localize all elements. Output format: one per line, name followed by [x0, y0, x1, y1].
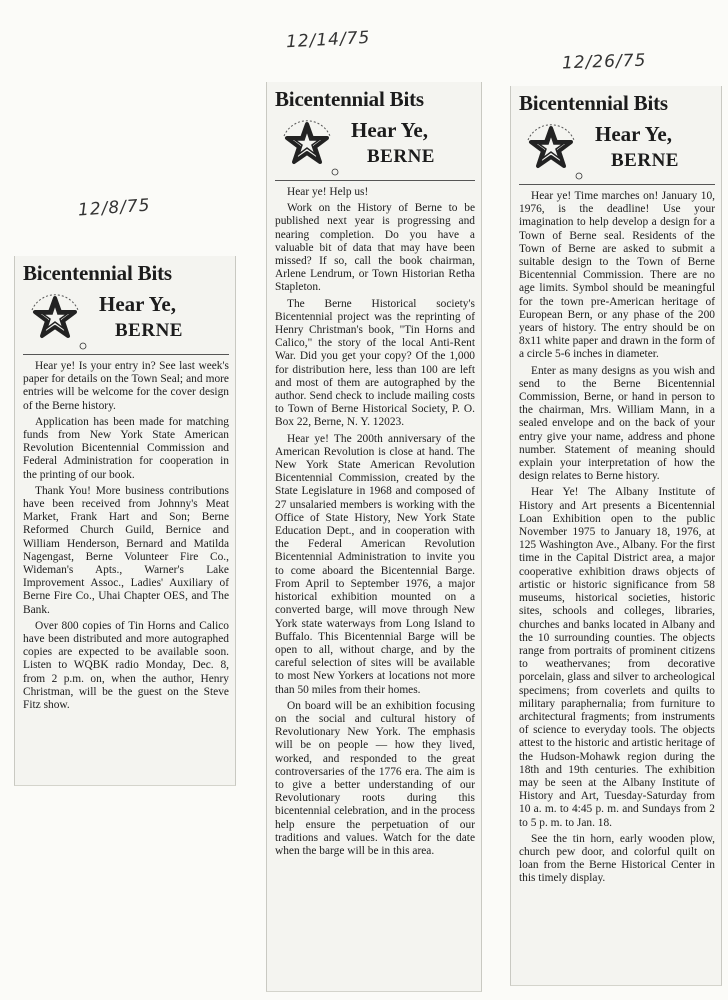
clip1-paragraph: Hear ye! Is your entry in? See last week's paper for details on the Town Seal; and more entries will be welcome for the cover design of the Berne history. — [23, 360, 229, 412]
clip3-paragraph: Hear Ye! The Albany Institute of History and Art presents a Bicentennial Loan Exhibition open to the public November 1975 to January 18, 1976, at 125 Washington Ave., Albany. For the first time in the Capital District area, a major cooperative exhibition draws objects of artistic or historic significance from 58 museums, historical societies, historic sites, schools and colleges, libraries, churches and banks located in Albany and the 10 surrounding counties. The objects range from portraits of prominent citizens to weathervanes; from decorative porcelain, glass and silver to archeological specimens; from coverlets and quilts to military paraphernalia; from furniture to architectural fragments; from instruments of science to everyday tools. The objects attest to the historic and artistic heritage of the Hudson-Mohawk region during the 18th and 19th centuries. The exhibition may be seen at the Albany Institute of History and Art, Tuesday-Saturday from 10 a. m. to 4:45 p. m. and Sundays from 2 to 5 p. m. to Jan. 18. — [519, 486, 715, 829]
clip3-body — [519, 190, 715, 886]
clip2-date: 12/14/75 — [285, 27, 371, 53]
clip1-paragraph: Application has been made for matching funds from New York State American Revolution Bicentennial Commission and Federal Administration for cooperation in the printing of our book. — [23, 415, 229, 481]
clip1-heading: Bicentennial Bits — [23, 261, 172, 285]
clip3-heading: Bicentennial Bits — [519, 91, 668, 115]
clip3-berne: BERNE — [611, 150, 679, 171]
clip1-masthead — [23, 288, 229, 346]
bicentennial-star-seal-icon — [519, 118, 583, 182]
clip3-rule — [519, 184, 715, 185]
clip1-hear-ye: Hear Ye, — [99, 292, 176, 316]
clip3-hear-ye: Hear Ye, — [595, 122, 672, 146]
bicentennial-star-seal-icon — [23, 288, 87, 352]
clip2-berne: BERNE — [367, 146, 435, 167]
clip3-paragraph: See the tin horn, early wooden plow, church pew door, and colorful quilt on loan from the Berne Historical Center in this timely display. — [519, 832, 715, 885]
clip1-paragraph: Over 800 copies of Tin Horns and Calico have been distributed and more autographed copies are expected to be available soon. Listen to WQBK radio Monday, Dec. 8, from 2 p.m. on, when the author, Henry Christman, will be the guest on the Steve Fitz show. — [23, 619, 229, 712]
clipping-dec-26 — [510, 86, 722, 986]
bicentennial-star-seal-icon — [275, 114, 339, 178]
clipping-dec-8 — [14, 256, 236, 786]
clip2-body — [275, 186, 475, 858]
clip3-paragraph: Hear ye! Time marches on! January 10, 1976, is the deadline! Use your imagination to help develop a design for a Town of Berne seal. Residents of the Town of Berne are asked to submit a suitable design to the Town of Berne Bicentennial Commission. There are no age limits. Symbol should be meaningful for the town pre-American heritage of European Bern, or any phase of the 200 years of history. The entry should be on 8x11 white paper and drawn in the form of a circle 5-6 inches in diameter. — [519, 190, 715, 361]
clip3-date: 12/26/75 — [561, 50, 647, 74]
clipping-dec-14 — [266, 82, 482, 992]
clip2-paragraph: Hear ye! Help us! — [287, 186, 369, 198]
clip3-paragraph: Enter as many designs as you wish and send to the Berne Bicentennial Commission, Berne, or hand in person to the chairman, Mrs. William Mann, in a sealed envelope and on the back of your entry give your name, address and phone number. Statement of meaning should explain your interpretation of how the design relates to Berne history. — [519, 364, 715, 483]
clip1-berne: BERNE — [115, 320, 183, 341]
clip1-paragraph: Thank You! More business contributions have been received from Johnny's Meat Market, Frank Hart and Son; Berne Reformed Church Guild, Bernice and William Henderson, Bernard and Matilda Nagengast, Berne Volunteer Fire Co., Wideman's Apts., Warner's Lake Improvement Assoc., Ladies' Auxiliary of Berne Fire Co., Uhai Chapter OES, and The Bank. — [23, 484, 229, 616]
clip1-body — [23, 360, 229, 712]
clip1-date: 12/8/75 — [77, 195, 152, 221]
clip2-paragraph: The Berne Historical society's Bicentennial project was the reprinting of Henry Christman's book, "Tin Horns and Calico," the story of the local Anti-Rent War. Did you get your copy? Of the 1,000 for distribution here, less than 100 are left and most of them are autographed by the author. Send check to include mailing costs to Town of Berne Historical Society, P. O. Box 22, Berne, N. Y. 12023. — [275, 297, 475, 429]
clip3-masthead — [519, 118, 715, 176]
clip2-paragraph: Hear ye! The 200th anniversary of the American Revolution is close at hand. The New York State American Revolution Bicentennial Commission, created by the State Legislature in 1968 and composed of 27 unsalaried members is working with the Office of State History, New York State Education Dept., and in cooperation with the Federal American Revolution Bicentennial Administration to invite you to come aboard the Bicentennial Barge. From April to September 1976, a major historical exhibition mounted on a converted barge, will move through New York state waterways from Long Island to Buffalo. This Bicentennial Barge will be open to all, without charge, and by the careful selection of sites will be available to most New Yorkers at locations not more than 50 miles from their homes. — [275, 432, 475, 696]
clip1-rule — [23, 354, 229, 355]
clip2-paragraph: On board will be an exhibition focusing on the social and cultural history of Revolutionary New York. The emphasis will be on people — how they lived, worked, and responded to the great controversaries of the 1776 era. The aim is to give a better understanding of our Revolutionary roots during this bicentennial celebration, and in the process help ensure the perpetuation of our traditions and values. Watch for the date when the barge will be in this area. — [275, 699, 475, 857]
clip2-paragraph: Work on the History of Berne to be published next year is progressing and nearing completion. Do you have a valuable bit of data that may have been missed? If so, call the book chairman, Arlene Lendrum, or Town Historian Retha Stapleton. — [275, 202, 475, 294]
clip2-masthead — [275, 114, 475, 172]
clip2-heading: Bicentennial Bits — [275, 87, 424, 111]
clip2-rule — [275, 180, 475, 181]
clip2-hear-ye: Hear Ye, — [351, 118, 428, 142]
